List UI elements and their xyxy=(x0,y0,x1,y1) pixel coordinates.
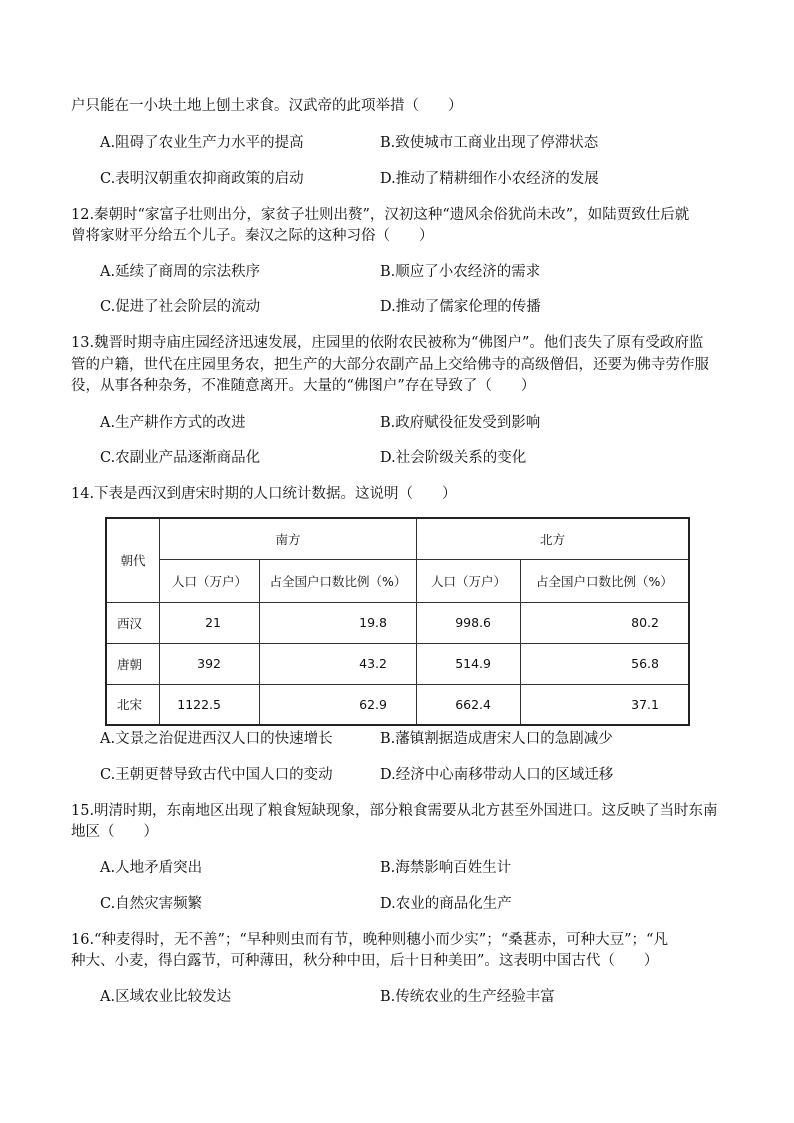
q15-option-b: B.海禁影响百姓生计 xyxy=(380,860,512,876)
q12-option-a: A.延续了商周的宗法秩序 xyxy=(100,264,261,280)
table-corner-header: 朝代 xyxy=(106,518,160,602)
q12-stem-line1: 12.秦朝时“家富子壮则出分，家贫子壮则出赘”，汉初这种“遗风余俗犹尚未改”，如陆贾致仕后就 xyxy=(71,207,690,223)
south-pop-cell: 392 xyxy=(160,643,260,684)
north-ratio-cell: 80.2 xyxy=(521,602,690,643)
q12-option-c: C.促进了社会阶层的流动 xyxy=(100,299,261,315)
q12-stem-line2: 曾将家财平分给五个儿子。秦汉之际的这种习俗（ ） xyxy=(71,228,434,244)
dynasty-cell: 唐朝 xyxy=(106,643,160,684)
q15-stem-line1: 15.明清时期，东南地区出现了粮食短缺现象，部分粮食需要从北方甚至外国进口。这反映了当时东南 xyxy=(71,803,718,819)
q15-option-d: D.农业的商品化生产 xyxy=(380,896,512,912)
q14-stem: 14.下表是西汉到唐宋时期的人口统计数据。这说明（ ） xyxy=(71,486,457,502)
south-ratio-cell: 62.9 xyxy=(260,684,417,725)
q11-option-d: D.推动了精耕细作小农经济的发展 xyxy=(380,171,599,187)
north-pop-cell: 998.6 xyxy=(417,602,521,643)
population-table xyxy=(105,517,690,726)
north-pop-cell: 662.4 xyxy=(417,684,521,725)
q13-option-d: D.社会阶级关系的变化 xyxy=(380,450,527,466)
north-ratio-cell: 37.1 xyxy=(521,684,690,725)
dynasty-cell: 西汉 xyxy=(106,602,160,643)
q16-option-a: A.区域农业比较发达 xyxy=(100,989,232,1005)
q13-stem-line1: 13.魏晋时期寺庙庄园经济迅速发展，庄园里的依附农民被称为“佛图户”。他们丧失了原有受政府监 xyxy=(71,335,704,351)
q11-option-a: A.阻碍了农业生产力水平的提高 xyxy=(100,135,304,151)
q11-option-c: C.表明汉朝重农抑商政策的启动 xyxy=(100,171,304,187)
q13-stem-line2: 管的户籍，世代在庄园里务农，把生产的大部分农副产品上交给佛寺的高级僧侣，还要为佛寺劳作服 xyxy=(71,357,709,373)
north-ratio-header: 占全国户口数比例（%） xyxy=(521,559,690,602)
south-pop-cell: 21 xyxy=(160,602,260,643)
north-pop-cell: 514.9 xyxy=(417,643,521,684)
south-header: 南方 xyxy=(160,518,417,559)
q11-stem-tail: 户只能在一小块土地上刨土求食。汉武帝的此项举措（ ） xyxy=(71,98,463,114)
q11-option-b: B.致使城市工商业出现了停滞状态 xyxy=(380,135,599,151)
dynasty-cell: 北宋 xyxy=(106,684,160,725)
q15-option-c: C.自然灾害频繁 xyxy=(100,896,203,912)
q13-stem-line3: 役，从事各种杂务，不准随意离开。大量的“佛图户”存在导致了（ ） xyxy=(71,378,536,394)
table-row xyxy=(106,602,689,643)
q13-option-c: C.农副业产品逐渐商品化 xyxy=(100,450,261,466)
q14-option-c: C.王朝更替导致古代中国人口的变动 xyxy=(100,767,333,783)
north-pop-header: 人口（万户） xyxy=(417,559,521,602)
q15-stem-line2: 地区（ ） xyxy=(71,824,158,840)
q13-option-a: A.生产耕作方式的改进 xyxy=(100,415,246,431)
south-ratio-cell: 19.8 xyxy=(260,602,417,643)
q12-option-b: B.顺应了小农经济的需求 xyxy=(380,264,541,280)
q16-stem-line1: 16.“种麦得时，无不善”；“早种则虫而有节，晚种则穗小而少实”；“桑葚赤，可种大豆”；“凡 xyxy=(71,932,668,948)
north-header: 北方 xyxy=(417,518,690,559)
q16-option-b: B.传统农业的生产经验丰富 xyxy=(380,989,555,1005)
q14-option-a: A.文景之治促进西汉人口的快速增长 xyxy=(100,731,333,747)
q16-stem-line2: 种大、小麦，得白露节，可种薄田，秋分种中田，后十日种美田”。这表明中国古代（ ） xyxy=(71,953,659,969)
south-pop-cell: 1122.5 xyxy=(160,684,260,725)
south-ratio-header: 占全国户口数比例（%） xyxy=(260,559,417,602)
q14-option-b: B.藩镇割据造成唐宋人口的急剧减少 xyxy=(380,731,613,747)
q14-option-d: D.经济中心南移带动人口的区域迁移 xyxy=(380,767,614,783)
south-pop-header: 人口（万户） xyxy=(160,559,260,602)
north-ratio-cell: 56.8 xyxy=(521,643,690,684)
q12-option-d: D.推动了儒家伦理的传播 xyxy=(380,299,541,315)
table-row xyxy=(106,684,689,725)
q15-option-a: A.人地矛盾突出 xyxy=(100,860,203,876)
q13-option-b: B.政府赋役征发受到影响 xyxy=(380,415,541,431)
south-ratio-cell: 43.2 xyxy=(260,643,417,684)
table-row xyxy=(106,643,689,684)
